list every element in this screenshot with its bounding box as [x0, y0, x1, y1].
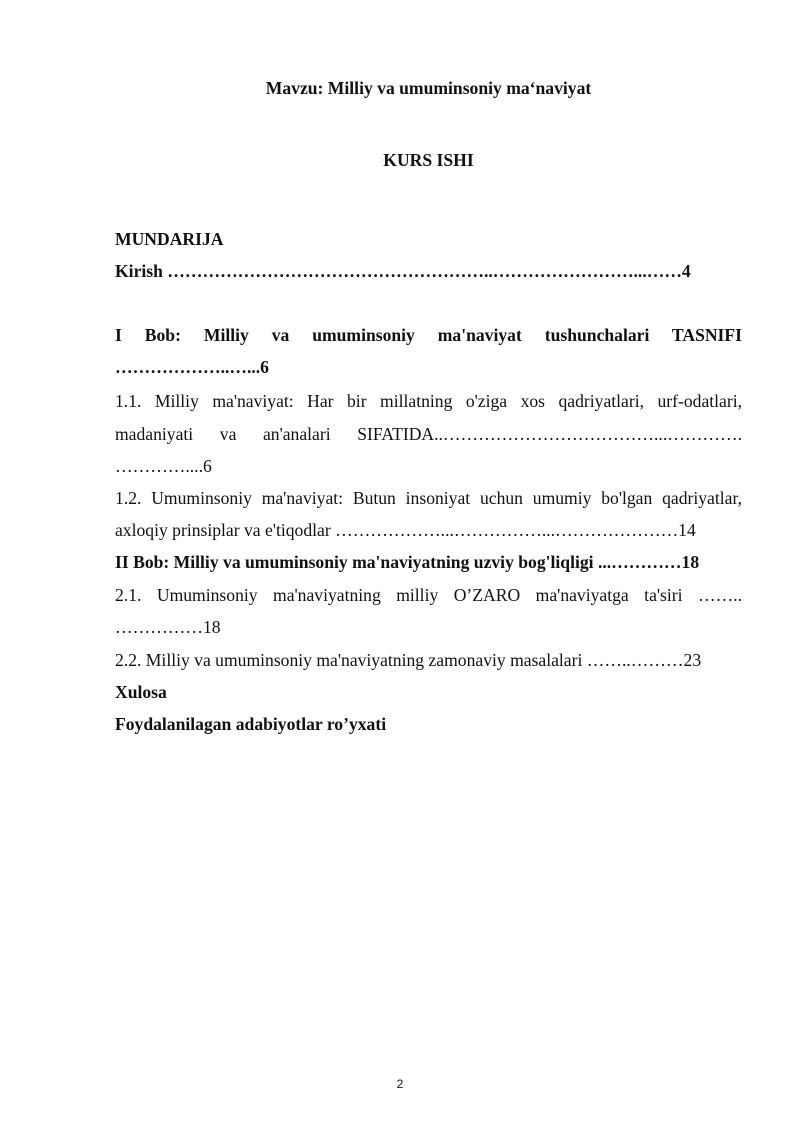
toc-entry-section-1-1: 1.1. Milliy ma'naviyat: Har bir millatning o'ziga xos qadriyatlari, urf-odatlari, [115, 391, 742, 411]
toc-entry-chapter-1-cont: ………………..…...6 [115, 357, 269, 377]
toc-entry-section-1-1-page: …………....6 [115, 456, 212, 476]
toc-entry-chapter-1: I Bob: Milliy va umuminsoniy ma'naviyat tushunchalari TASNIFI [115, 325, 742, 345]
toc-entry-references: Foydalanilagan adabiyotlar ro’yxati [115, 714, 387, 734]
topic-title: Mavzu: Milliy va umuminsoniy ma‘naviyat [265, 78, 592, 98]
toc-entry-conclusion: Xulosa [115, 682, 167, 702]
page-number: 2 [396, 1077, 404, 1091]
toc-entry-section-2-1: 2.1. Umuminsoniy ma'naviyatning milliy O’ZARO ma'naviyatga ta'siri …….. [115, 585, 742, 605]
toc-heading: MUNDARIJA [115, 229, 224, 249]
toc-entry-intro: Kirish ………………………………………………..……………………...……4 [115, 261, 691, 281]
toc-entry-section-2-2: 2.2. Milliy va umuminsoniy ma'naviyatning zamonaviy masalalari ……..………23 [115, 650, 702, 670]
document-type-title: KURS ISHI [383, 150, 474, 170]
toc-entry-section-1-1-cont: madaniyati va an'analari SIFATIDA..………………………………...…………. [115, 424, 742, 444]
toc-entry-section-1-2-cont: axloqiy prinsiplar va e'tiqodlar ………………...……………...…………………14 [115, 520, 696, 540]
toc-entry-section-1-2: 1.2. Umuminsoniy ma'naviyat: Butun insoniyat uchun umumiy bo'lgan qadriyatlar, [115, 488, 742, 508]
toc-entry-section-2-1-page: ……………18 [115, 617, 221, 637]
toc-entry-chapter-2: II Bob: Milliy va umuminsoniy ma'naviyatning uzviy bog'liqligi ...…………18 [115, 552, 700, 572]
